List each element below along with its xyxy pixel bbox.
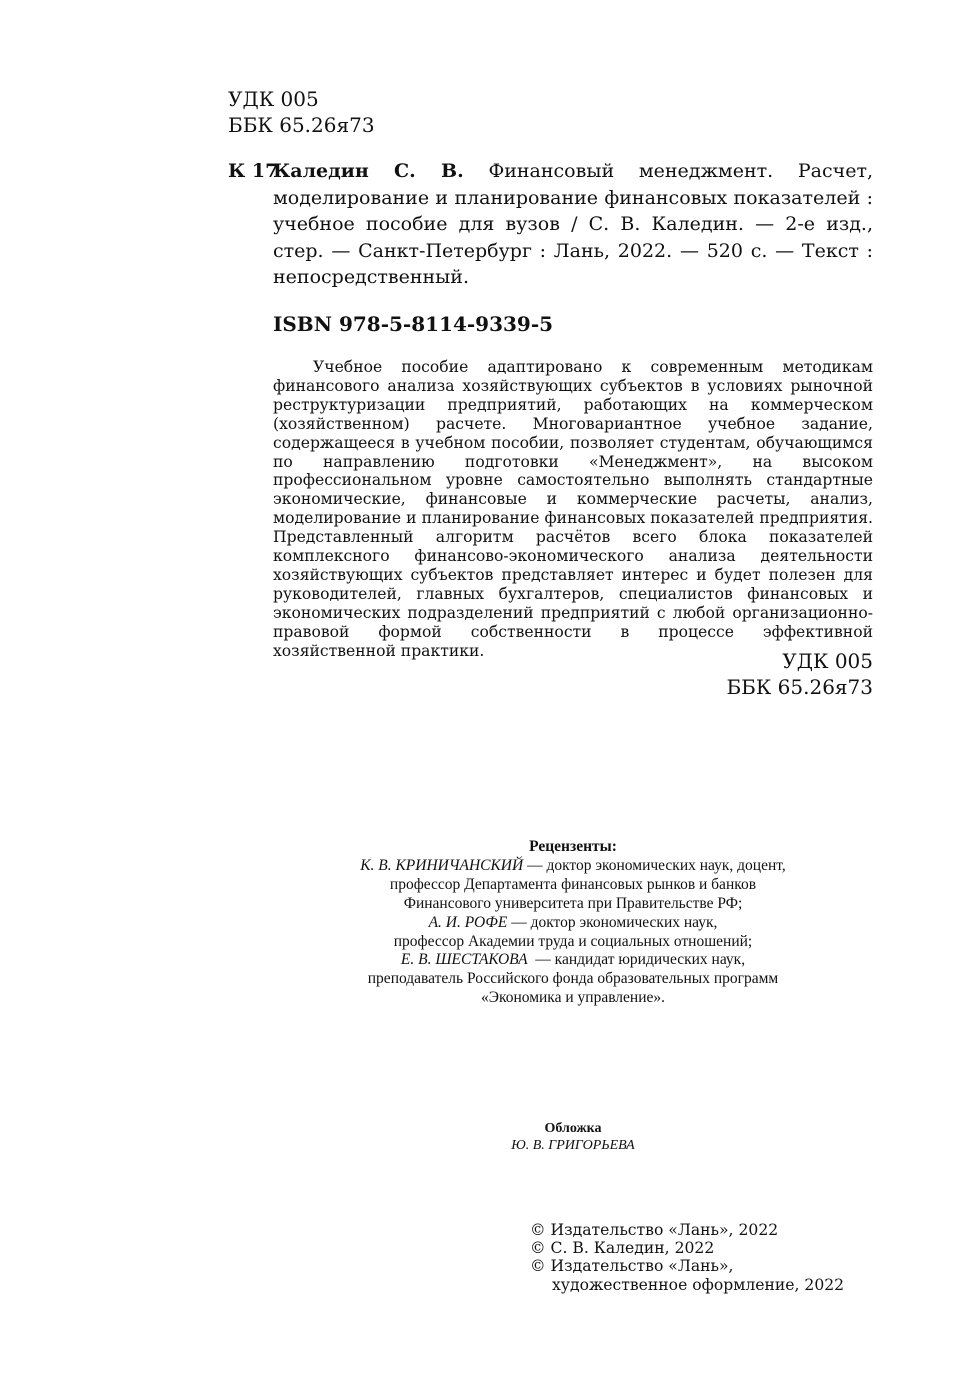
- reviewer-3-line-2: преподаватель Российского фонда образовательных программ: [367, 970, 779, 988]
- copyright-line-1: © Издательство «Лань», 2022: [530, 1221, 779, 1239]
- reviewer-1-line-3: Финансового университета при Правительстве РФ;: [403, 894, 743, 912]
- udk-code: УДК 005: [228, 87, 319, 111]
- bbk-code-repeat: ББК 65.26я73: [726, 675, 873, 699]
- reviewers-block: [273, 838, 873, 1008]
- cover-designer: Ю. В. ГРИГОРЬЕВА: [511, 1138, 635, 1153]
- reviewer-3-title: — кандидат юридических наук,: [527, 951, 746, 969]
- copyright-line-4: художественное оформление, 2022: [552, 1275, 845, 1294]
- copyright-line-3: © Издательство «Лань»,: [530, 1257, 734, 1276]
- reviewer-2: [273, 914, 873, 933]
- reviewers-heading: Рецензенты:: [529, 838, 617, 855]
- cover-heading: Обложка: [544, 1121, 602, 1136]
- reviewer-2-line-2: профессор Академии труда и социальных отношений;: [393, 932, 753, 950]
- classification-codes-top: [228, 86, 375, 138]
- isbn: ISBN 978-5-8114-9339-5: [273, 312, 554, 336]
- reviewer-2-title: — доктор экономических наук,: [507, 913, 718, 931]
- reviewer-1-line-2: профессор Департамента финансовых рынков и банков: [389, 875, 757, 893]
- entry-text: [273, 158, 873, 291]
- reviewer-3-name: Е. В. ШЕСТАКОВА: [400, 951, 528, 969]
- copyright-block: [530, 1221, 844, 1294]
- entry-author: Каледин С. В.: [273, 160, 464, 182]
- bbk-code: ББК 65.26я73: [228, 113, 375, 137]
- bibliographic-entry: [228, 158, 873, 291]
- copyright-line-2: © С. В. Каледин, 2022: [530, 1239, 715, 1258]
- abstract: Учебное пособие адаптировано к современным методикам финансового анализа хозяйствующих субъектов в условиях рыночной реструктуризации предприятий, работающих на коммерческом (хозяйственном) расчете. Многовариантное учебное задание, содержащееся в учебном пособии, позволяет студентам, обучающимся по направлению подготовки «Менеджмент», на высоком профессиональном уровне самостоятельно выполнять стандартные экономические, финансовые и коммерческие расчеты, анализ, моделирование и планирование финансовых показателей предприятия. Представленный алгоритм расчётов всего блока показателей комплексного финансово-экономического анализа деятельности хозяйствующих субъектов представляет интерес и будет полезен для руководителей, главных бухгалтеров, специалистов финансовых и экономических подразделений предприятий с любой организационно-правовой формой собственности в процессе эффективной хозяйственной практики.: [273, 358, 873, 660]
- reviewer-2-name: А. И. РОФЕ: [428, 913, 508, 931]
- entry-description: Финансовый менеджмент. Расчет, моделирование и планирование финансовых показателей : учебное пособие для вузов / С. В. Каледин. — 2-е изд., стер. — Санкт-Петербург : Лань, 2022. — 520 с. — Текст : непосредственный.: [273, 160, 873, 288]
- reviewer-1-title: — доктор экономических наук, доцент,: [523, 856, 786, 874]
- reviewer-1: [273, 857, 873, 876]
- reviewer-3: [273, 951, 873, 970]
- cover-credit: [273, 1120, 873, 1154]
- author-index: К 17: [228, 160, 279, 182]
- reviewer-3-line-3: «Экономика и управление».: [480, 989, 666, 1007]
- udk-code-repeat: УДК 005: [782, 649, 873, 673]
- classification-codes-bottom: [726, 648, 873, 700]
- reviewer-1-name: К. В. КРИНИЧАНСКИЙ: [360, 856, 524, 874]
